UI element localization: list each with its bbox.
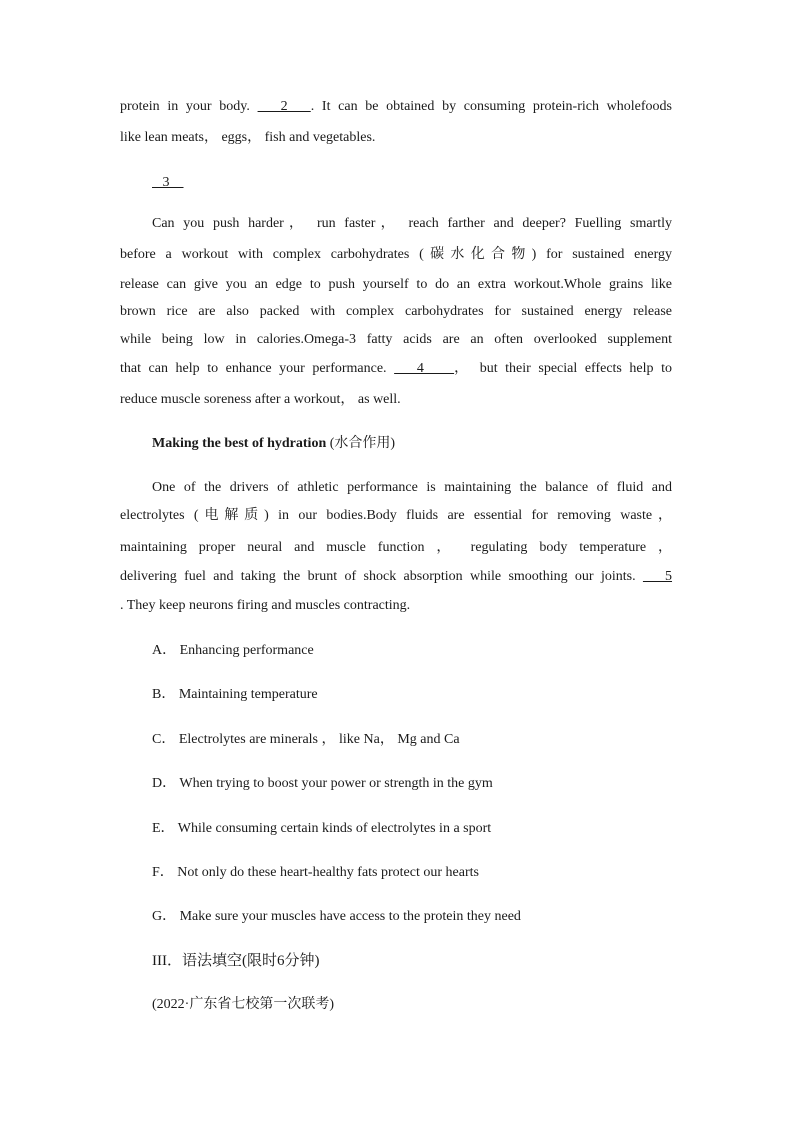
heading-bold: Making the best of hydration [152,436,327,451]
blank-4: 4 [394,361,455,376]
section-heading [152,434,395,454]
text: that can help to enhance your performance. [120,361,395,376]
paragraph-line: before a workout with complex carbohydrates (碳水化合物) for sustained energy [120,247,672,262]
paragraph-line: One of the drivers of athletic performance is maintaining the balance of fluid and [152,480,672,495]
source-note: (2022·广东省七校第一次联考) [152,997,334,1012]
paragraph-line: like lean meats， eggs， fish and vegetables. [120,130,376,145]
paragraph-line: while being low in calories.Omega-3 fatty acids are an often overlooked supplement [120,332,672,347]
paragraph-line: Can you push harder， run faster， reach farther and deeper? Fuelling smartly [152,216,672,231]
text: protein in your body. [120,99,258,114]
text: delivering fuel and taking the brunt of shock absorption while smoothing our joints. [120,569,643,584]
blank-5: 5 [642,569,673,584]
heading-rest: (水合作用) [326,436,396,451]
option-b: B． Maintaining temperature [152,687,318,702]
paragraph-line [120,567,672,587]
paragraph-line [120,97,672,117]
paragraph-line: release can give you an edge to push yourself to do an extra workout.Whole grains like [120,277,672,292]
paragraph-line [120,359,672,379]
paragraph-line: reduce muscle soreness after a workout， as well. [120,392,401,407]
blank-3-line [152,173,184,193]
section-title: III．语法填空(限时6分钟) [152,953,320,969]
option-f: F． Not only do these heart-healthy fats protect our hearts [152,865,479,880]
blank-2: 2 [257,99,311,114]
option-e: E． While consuming certain kinds of electrolytes in a sport [152,821,492,836]
paragraph-line: brown rice are also packed with complex carbohydrates for sustained energy release [120,304,672,319]
text: . It can be obtained by consuming protein-rich wholefoods [310,99,672,114]
option-d: D． When trying to boost your power or strength in the gym [152,776,493,791]
text: ， but their special effects help to [454,361,672,376]
blank-3: 3 [152,175,184,190]
paragraph-line: maintaining proper neural and muscle function ， regulating body temperature ， [120,540,672,555]
option-a: A． Enhancing performance [152,643,314,658]
option-g: G． Make sure your muscles have access to the protein they need [152,909,521,924]
option-c: C． Electrolytes are minerals ， like Na， Mg and Ca [152,732,460,747]
paragraph-line: electrolytes (电解质) in our bodies.Body fluids are essential for removing waste， [120,508,672,523]
paragraph-line: . They keep neurons firing and muscles contracting. [120,598,411,613]
